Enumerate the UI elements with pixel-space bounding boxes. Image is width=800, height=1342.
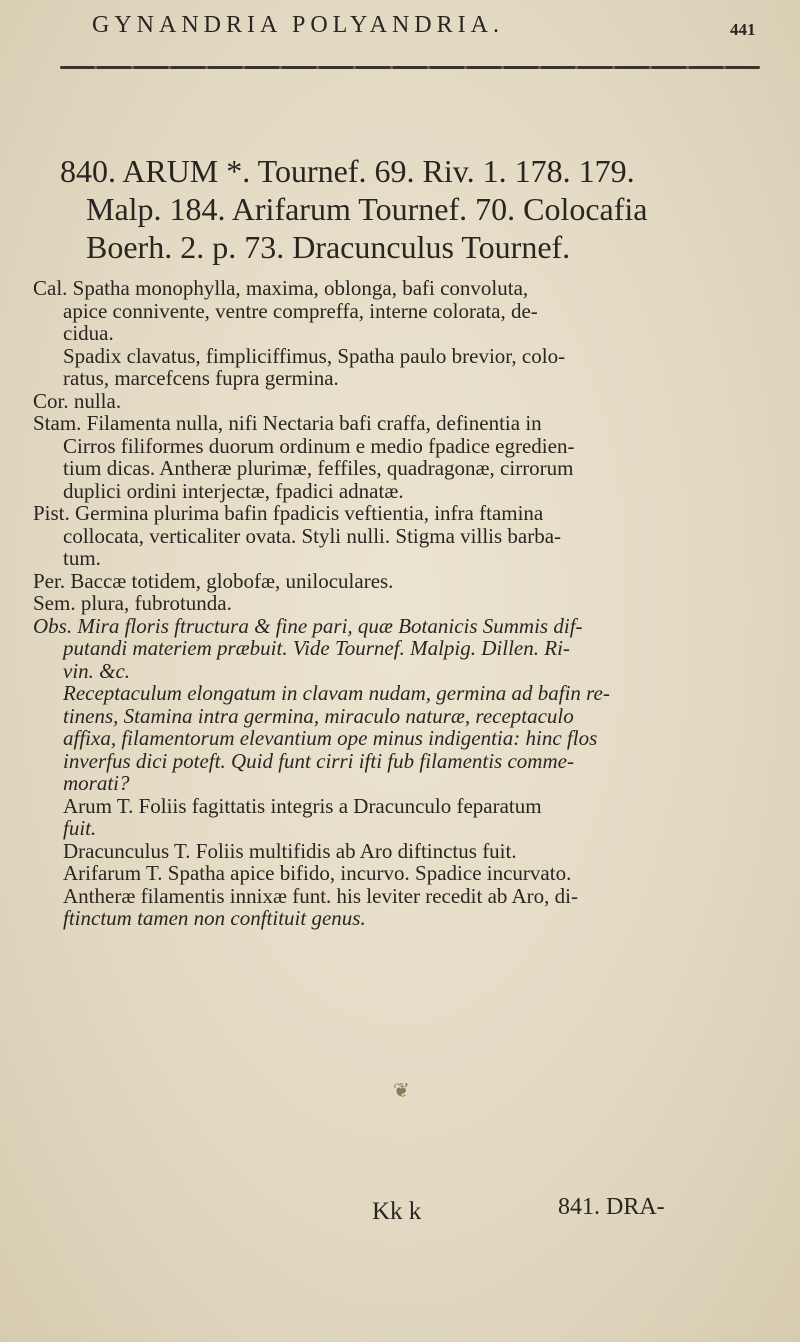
body-line: Arifarum T. Spatha apice bifido, incurvo. Spadice incurvato. <box>63 861 572 885</box>
body-line: Dracunculus T. Foliis multifidis ab Aro diftinctus fuit. <box>63 838 517 863</box>
body-line: tum. <box>63 546 101 570</box>
description-body <box>33 277 763 930</box>
body-line: Per. Baccæ totidem, globofæ, uniloculares. <box>33 568 394 593</box>
body-line: Arum T. Foliis fagittatis integris a Dracunculo feparatum <box>63 793 542 818</box>
body-line: Stam. Filamenta nulla, nifi Nectaria bafi craffa, definentia in <box>33 411 542 435</box>
body-line: Cal. Spatha monophylla, maxima, oblonga, bafi convoluta, <box>33 276 529 300</box>
body-line: Pist. Germina plurima bafin fpadicis veftientia, infra ftamina <box>33 501 544 525</box>
body-line: Obs. Mira floris ftructura & fine pari, quæ Botanicis Summis dif- <box>33 613 583 638</box>
header-rule <box>60 66 760 69</box>
body-line: morati? <box>63 771 130 795</box>
catchword: 841. DRA- <box>558 1194 665 1220</box>
body-line: Spadix clavatus, fimpliciffimus, Spatha paulo brevior, colo- <box>63 343 566 368</box>
body-line: affixa, filamentorum elevantium ope minus indigentia: hinc flos <box>63 726 598 750</box>
body-line: ftinctum tamen non conftituit genus. <box>63 906 366 930</box>
body-line: Sem. plura, fubrotunda. <box>33 591 232 615</box>
body-line: Cirros filiformes duorum ordinum e medio fpadice egredien- <box>63 433 575 458</box>
signature-mark: Kk k <box>372 1198 422 1225</box>
running-head: GYNANDRIA POLYANDRIA. <box>92 12 504 38</box>
body-line: duplici ordini interjectæ, fpadici adnatæ. <box>63 478 404 503</box>
body-line: fuit. <box>63 816 97 840</box>
body-line: Cor. nulla. <box>33 388 122 413</box>
body-line: ratus, marcefcens fupra germina. <box>63 366 339 390</box>
printers-ornament-icon: ❦ <box>393 1080 410 1102</box>
genus-entry-heading <box>60 152 760 266</box>
body-line: collocata, verticaliter ovata. Styli nulli. Stigma villis barba- <box>63 523 562 548</box>
entry-line-3: Boerh. 2. p. 73. Dracunculus Tournef. <box>86 229 571 265</box>
body-line: cidua. <box>63 321 114 345</box>
body-line: tium dicas. Antheræ plurimæ, feffiles, quadragonæ, cirrorum <box>63 456 574 480</box>
body-line: Receptaculum elongatum in clavam nudam, germina ad bafin re- <box>63 681 610 705</box>
body-line: putandi materiem præbuit. Vide Tournef. Malpig. Dillen. Ri- <box>63 636 570 660</box>
body-line: inverfus dici poteft. Quid funt cirri ifti fub filamentis comme- <box>63 748 574 773</box>
entry-line-1: 840. ARUM *. Tournef. 69. Riv. 1. 178. 179. <box>60 153 635 189</box>
entry-line-2: Malp. 184. Arifarum Tournef. 70. Colocafia <box>86 191 648 227</box>
page-number: 441 <box>730 20 756 39</box>
body-line: tinens, Stamina intra germina, miraculo naturæ, receptaculo <box>63 703 574 728</box>
body-line: vin. &c. <box>63 658 131 683</box>
body-line: apice connivente, ventre compreffa, interne colorata, de- <box>63 298 538 323</box>
body-line: Antheræ filamentis innixæ funt. his leviter recedit ab Aro, di- <box>63 883 578 908</box>
